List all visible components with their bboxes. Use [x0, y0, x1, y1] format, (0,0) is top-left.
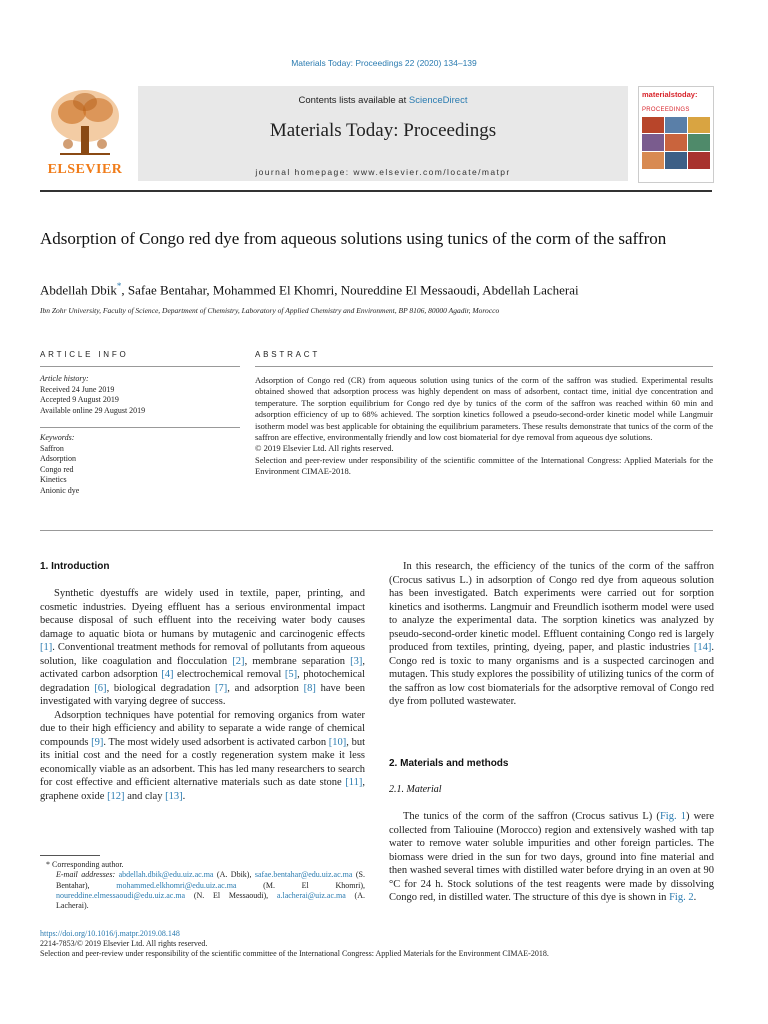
- text-run: . Conventional treatment methods for removal of pollutants from aqueous solution, like coagulation and flocculation: [40, 642, 365, 667]
- footer-peer-review: Selection and peer-review under responsibility of the scientific committee of the International Congress: Applied Materials for the Environment CIMAE-2018.: [40, 949, 549, 958]
- abstract-heading: ABSTRACT: [255, 350, 321, 359]
- reference-link[interactable]: [1]: [40, 642, 53, 653]
- text-run: . The most widely used adsorbent is activated carbon: [103, 736, 329, 748]
- text-run: Adsorption techniques have potential for removing organics from water due to their high efficiency and ability to separate a wide range of chemical compounds: [40, 709, 365, 748]
- right-paragraph-1: [389, 560, 714, 709]
- abstract-text: Adsorption of Congo red (CR) from aqueous solution using tunics of the corm of the saffron was studied. Experimental results obtained showed that adsorption process was highly dependent on mass of adsorbent, contact time, initial dye concentration and temperature. The sorption equilibrium for Congo red dye by tunics of the corm of the saffron was reached within 60 min and adsorption efficiency of up to 68% achieved. The sorption kinetics followed a pseudo-second-order kinetic model while Langmuir isotherm model was best applicable for obtaining the equilibrium parameters. These results demonstrate that tunics of the corm of the saffron are effective, environmentally friendly and low cost biomaterial for dye removal from aqueous dye solutions.: [255, 375, 713, 443]
- abstract-bottom-rule: [40, 530, 713, 531]
- corresponding-note: * Corresponding author.: [46, 860, 124, 869]
- cover-title: [642, 91, 697, 99]
- methods-heading: 2. Materials and methods: [389, 758, 509, 769]
- reference-link[interactable]: a.lacherai@uiz.ac.ma: [276, 890, 346, 900]
- doi-link[interactable]: https://doi.org/10.1016/j.matpr.2019.08.148: [40, 929, 180, 938]
- cover-title-b: today:: [674, 90, 698, 99]
- reference-link[interactable]: mohammed.elkhomri@edu.uiz.ac.ma: [116, 880, 237, 890]
- cover-mosaic-image: [642, 117, 710, 169]
- cover-title-a: materials: [642, 90, 675, 99]
- keyword: Anionic dye: [40, 485, 80, 495]
- material-paragraph: [389, 810, 714, 905]
- homepage-prefix: journal homepage:: [255, 167, 354, 177]
- material-subheading: 2.1. Material: [389, 784, 442, 795]
- info-rule: [40, 366, 240, 367]
- keyword: Adsorption: [40, 454, 76, 463]
- other-authors: , Safae Bentahar, Mohammed El Khomri, Noureddine El Messaoudi, Abdellah Lacherai: [121, 282, 579, 298]
- affiliation: Ibn Zohr University, Faculty of Science, Department of Chemistry, Laboratory of Applied Chemistry and Environment, BP 8106, 80000 Agadir, Morocco: [40, 306, 500, 315]
- history-label: Article history:: [40, 374, 89, 383]
- sciencedirect-link[interactable]: ScienceDirect: [408, 95, 468, 106]
- text-run: electrochemical removal: [173, 669, 285, 680]
- text-run: The tunics of the corm of the saffron (Crocus sativus L) (: [403, 811, 660, 822]
- elsevier-tree-icon: [40, 86, 130, 162]
- reference-link[interactable]: abdellah.dbik@edu.uiz.ac.ma: [118, 870, 214, 880]
- article-history: [40, 374, 240, 416]
- keywords-label: Keywords:: [40, 433, 75, 442]
- journal-name: Materials Today: Proceedings: [269, 120, 497, 141]
- abstract-peer-review: Selection and peer-review under responsibility of the scientific committee of the International Congress: Applied Materials for the Environment CIMAE-2018.: [255, 454, 713, 477]
- text-run: , membrane separation: [244, 655, 351, 667]
- text-run: , photochemical degradation: [40, 669, 366, 694]
- text-run: (N. El Messaoudi),: [185, 890, 277, 900]
- first-author: Abdellah Dbik: [40, 282, 117, 298]
- footnote-rule: [40, 855, 100, 856]
- reference-link[interactable]: [7]: [214, 682, 228, 694]
- keyword: Congo red: [40, 464, 74, 474]
- keyword: Kinetics: [40, 475, 67, 484]
- reference-link[interactable]: [6]: [94, 682, 107, 694]
- reference-link[interactable]: [8]: [303, 682, 316, 694]
- abstract-rule: [255, 366, 713, 367]
- journal-homepage: [138, 167, 628, 177]
- history-online: Available online 29 August 2019: [40, 405, 146, 415]
- text-run: Synthetic dyestuffs are widely used in textile, paper, printing, and cosmetic industries. Dyeing effluent has a serious environmental impact because disposal of such effluent into the receiving water body causes damage to aquatic biota or humans by mutagenic and carcinogenic effects: [40, 588, 365, 640]
- keywords-rule: [40, 427, 240, 428]
- material-body: [389, 810, 714, 905]
- intro-body: [40, 587, 365, 803]
- reference-link[interactable]: [4]: [161, 669, 174, 680]
- elsevier-logo: [40, 86, 130, 181]
- reference-link[interactable]: [14]: [693, 642, 712, 653]
- text-run: (S. Bentahar),: [56, 870, 365, 890]
- reference-link[interactable]: Fig. 1: [659, 811, 686, 822]
- reference-link[interactable]: [3]: [350, 655, 363, 667]
- article-info-heading: ARTICLE INFO: [40, 350, 129, 359]
- right-column: [389, 560, 714, 709]
- reference-link[interactable]: noureddine.elmessaoudi@edu.uiz.ac.ma: [56, 890, 186, 900]
- text-run: In this research, the efficiency of the tunics of the corm of the saffron (Crocus sativus L.) in adsorption of Congo red dye from aqueous solution has been investigated. Batch experiments were carried out for sorption kinetics and isotherms. Langmuir and Freundlich isotherm model were used to analyze the experimental data. The sorption kinetics was analyzed by pseudo-second-order kinetic model. Effluent containing Congo red is largely produced from textiles, printing, dyeing, paper, and plastic industries: [389, 561, 714, 653]
- abstract-copyright: © 2019 Elsevier Ltd. All rights reserved.: [255, 443, 394, 454]
- history-accepted: Accepted 9 August 2019: [40, 395, 119, 404]
- text-run: (A. Dbik),: [213, 870, 255, 880]
- reference-link[interactable]: [2]: [232, 655, 245, 667]
- corresponding-author-mark[interactable]: *: [116, 281, 122, 291]
- intro-heading: 1. Introduction: [40, 561, 110, 572]
- text-run: and clay: [124, 790, 166, 802]
- text-run: , biological degradation: [106, 682, 215, 694]
- reference-link[interactable]: [10]: [328, 736, 347, 748]
- reference-link[interactable]: [13]: [165, 790, 183, 802]
- text-run: , activated carbon adsorption: [40, 655, 366, 680]
- text-run: ) were collected from Taliouine (Morocco) region and extensively washed with tap water to remove water soluble impurities and other foreign particles. The biomass were dried in the sun for two days, ground into fine material and then washed several times with distilled water before drying in an oven at 90 °C for 24 h. Stock solutions of the test reagents were made by dissolving Congo red, in distilled water. The structure of this dye is shown in: [389, 811, 714, 903]
- abstract-body: [255, 375, 713, 478]
- contents-line: [138, 95, 628, 106]
- intro-paragraph-2: [40, 709, 365, 804]
- publisher-name: ELSEVIER: [47, 162, 123, 177]
- text-run: .: [693, 892, 697, 903]
- journal-citation[interactable]: Materials Today: Proceedings 22 (2020) 134–139: [291, 58, 477, 68]
- contents-prefix: Contents lists available at: [298, 95, 409, 106]
- reference-link[interactable]: [12]: [107, 790, 125, 802]
- reference-link[interactable]: Fig. 2: [669, 892, 694, 903]
- header-rule: [40, 190, 712, 192]
- text-run: . Congo red is toxic to many organisms and is a suspected carcinogen and mutagen. This study explores the possibility of utilizing tunics of the corm of the saffron as low cost biomaterials for the adsorptive removal of Congo red dye from polluted wastewater.: [389, 642, 714, 707]
- text-run: , but its initial cost and the need for a costly regeneration system make it less economically viable as an adsorbent. This has led many researchers to search for cost effective and efficient alternative materials such as date stone: [40, 736, 366, 788]
- keyword: Saffron: [40, 443, 64, 453]
- footnote: [40, 860, 365, 911]
- text-run: (A. Lacherai).: [56, 890, 365, 911]
- author-list: [40, 281, 720, 298]
- keywords: [40, 433, 240, 496]
- email-addresses: [40, 870, 365, 911]
- journal-cover[interactable]: [638, 86, 714, 183]
- email-label: E-mail addresses:: [56, 870, 119, 880]
- homepage-url[interactable]: www.elsevier.com/locate/matpr: [353, 167, 511, 177]
- article-title: Adsorption of Congo red dye from aqueous solutions using tunics of the corm of the saffron: [40, 229, 667, 248]
- text-run: have been investigated with varying degree of success.: [40, 682, 365, 707]
- reference-link[interactable]: [11]: [345, 777, 363, 788]
- intro-paragraph-1: [40, 587, 365, 709]
- text-run: .: [182, 790, 186, 802]
- issn-line: 2214-7853/© 2019 Elsevier Ltd. All rights reserved.: [40, 939, 208, 948]
- history-received: Received 24 June 2019: [40, 384, 115, 394]
- reference-link[interactable]: safae.bentahar@edu.uiz.ac.ma: [254, 870, 353, 880]
- cover-subtitle: PROCEEDINGS: [642, 107, 690, 113]
- reference-link[interactable]: [5]: [284, 669, 298, 680]
- reference-link[interactable]: [9]: [91, 736, 104, 748]
- page-footer: [40, 929, 740, 959]
- text-run: (M. El Khomri),: [236, 880, 366, 890]
- text-run: , graphene oxide: [40, 777, 365, 802]
- text-run: , and adsorption: [227, 682, 304, 694]
